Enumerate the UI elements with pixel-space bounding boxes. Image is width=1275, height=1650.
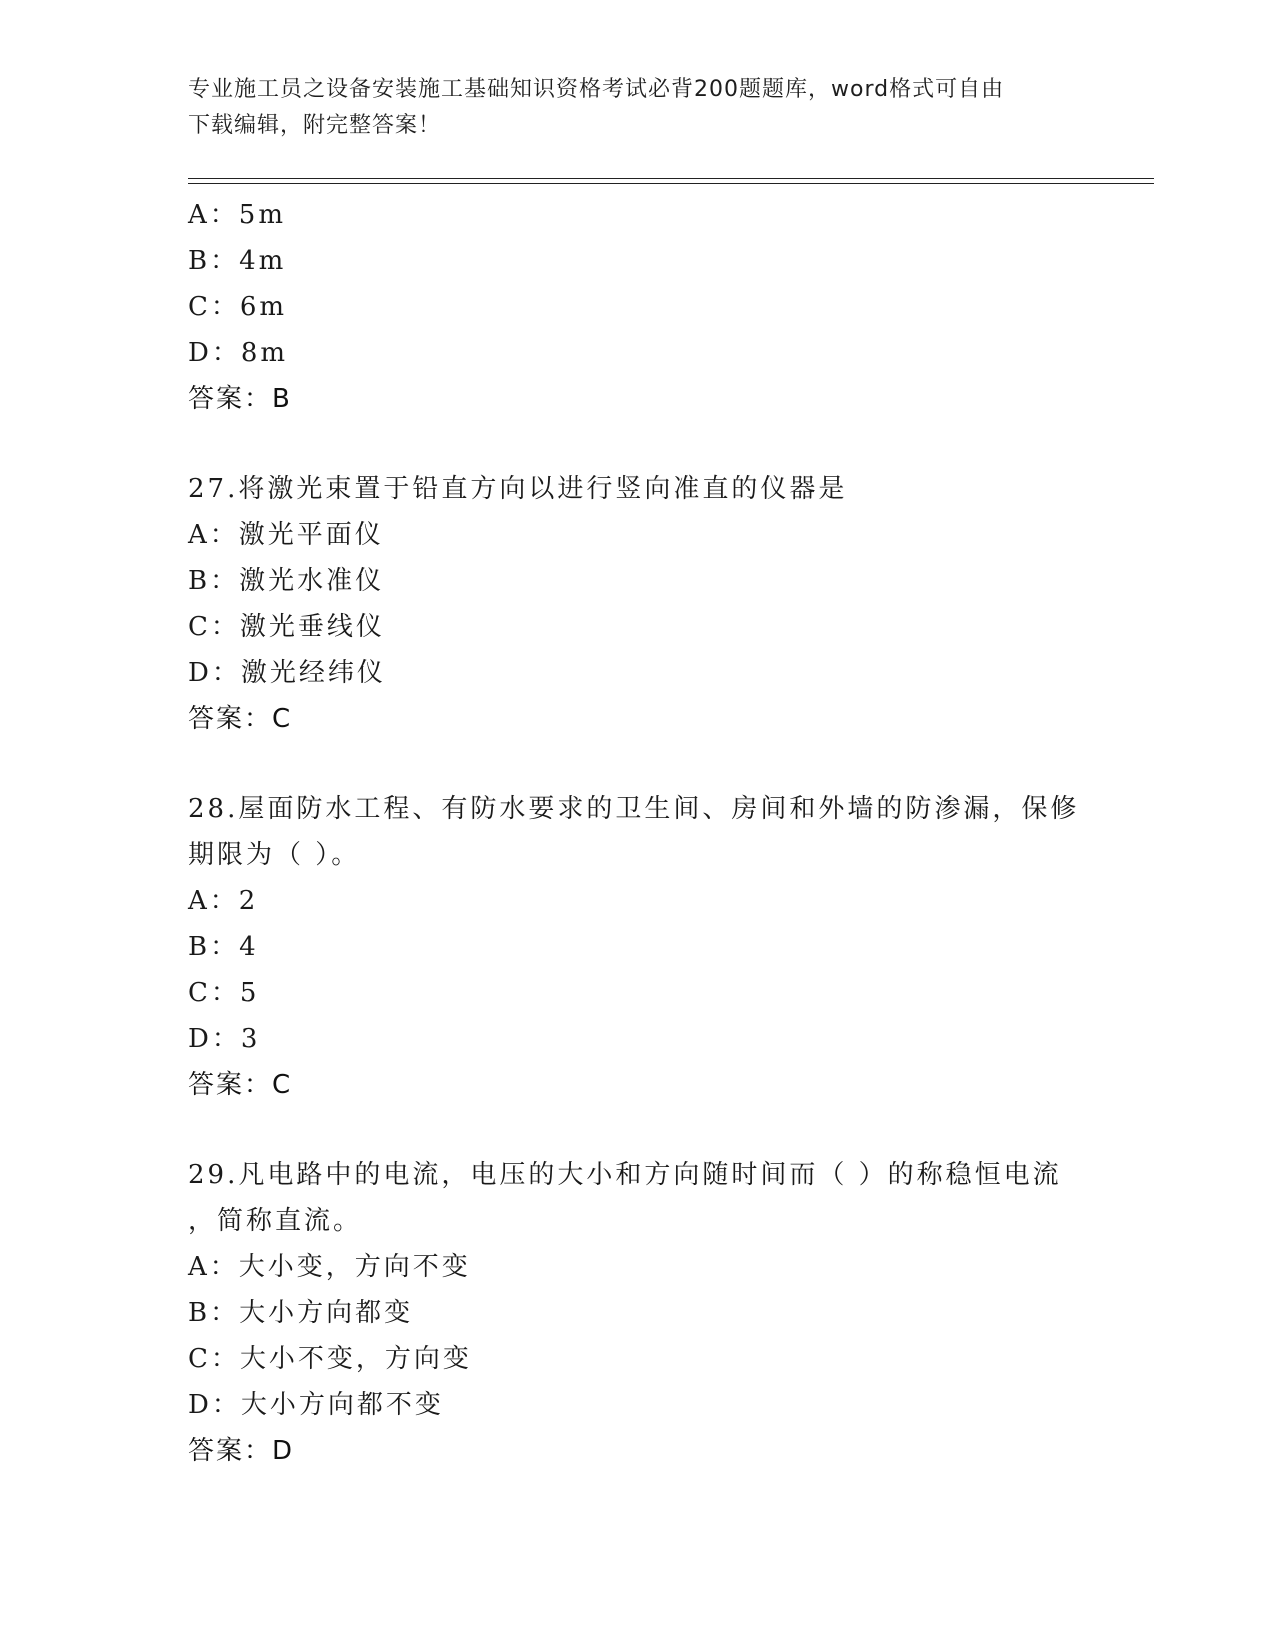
header-rule-bottom [188,183,1154,184]
question-list [188,192,1088,1474]
option-b: B：激光水准仪 [188,566,385,596]
answer-line: 答案：C [188,704,293,734]
option-c: C：6m [188,292,288,322]
question-text: 27.将激光束置于铅直方向以进行竖向准直的仪器是 [188,474,848,504]
option-a: A：2 [188,886,259,916]
question-text-continued: 期限为（ ）。 [188,840,361,870]
option-b: B：4m [188,246,287,276]
question-text-continued: ，简称直流。 [188,1206,363,1236]
header-line-1: 专业施工员之设备安装施工基础知识资格考试必背200题题库，word格式可自由 [188,77,1005,102]
header-rule-top [188,178,1154,179]
option-a: A：大小变，方向不变 [188,1252,471,1282]
option-a: A：5m [188,200,286,230]
option-d: D：8m [188,338,289,368]
question-block-28 [188,786,1088,1108]
option-c: C：激光垂线仪 [188,612,385,642]
answer-line: 答案：C [188,1070,293,1100]
question-block-27 [188,466,1088,742]
question-block-26 [188,192,1088,422]
option-d: D：大小方向都不变 [188,1390,444,1420]
answer-line: 答案：B [188,384,292,414]
option-c: C：大小不变，方向变 [188,1344,472,1374]
option-b: B：大小方向都变 [188,1298,414,1328]
header-line-2: 下载编辑，附完整答案！ [188,113,442,138]
option-c: C：5 [188,978,260,1008]
question-block-29 [188,1152,1088,1474]
question-text: 28.屋面防水工程、有防水要求的卫生间、房间和外墙的防渗漏，保修 [188,794,1080,824]
option-d: D：3 [188,1024,261,1054]
question-text: 29.凡电路中的电流，电压的大小和方向随时间而（ ）的称稳恒电流 [188,1160,1062,1190]
option-a: A：激光平面仪 [188,520,384,550]
answer-line: 答案：D [188,1436,295,1466]
option-b: B：4 [188,932,259,962]
document-header [188,72,1088,144]
option-d: D：激光经纬仪 [188,658,386,688]
